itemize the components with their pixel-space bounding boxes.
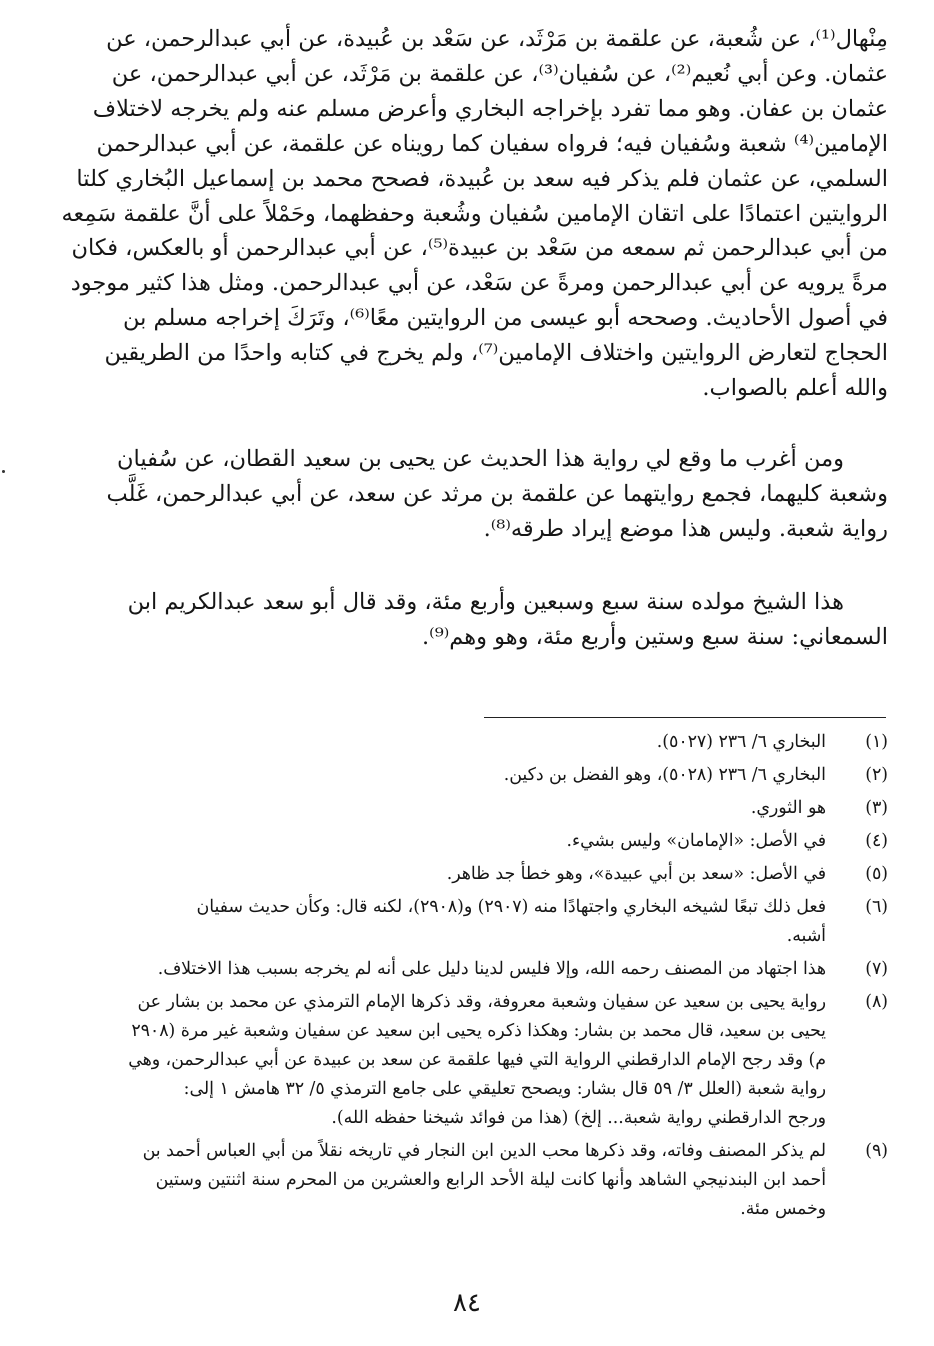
text-line: هذا الشيخ مولده سنة سبع وسبعين وأربع مئة، وقد قال أبو سعد عبدالكريم ابن (127, 588, 844, 615)
text-line: عثمان. وعن أبي نُعيم⁽²⁾، عن سُفيان⁽³⁾، عن علقمة بن مَرْثَد، عن أبي عبدالرحمن، عن (111, 60, 888, 87)
text-line: الحجاج لتعارض الروايتين واختلاف الإمامين⁽⁷⁾، ولم يخرج في كتابه واحدًا من الطريقين (104, 340, 888, 367)
text-line: الروايتين اعتمادًا على اتقان الإمامين سُفيان وشُعبة وحفظهما، وحَمْلاً على أنَّ علقمة سَمِعه (61, 200, 888, 227)
footnote-number: (٩) (865, 1141, 888, 1161)
text-line: عثمان بن عفان. وهو مما تفرد بإخراجه البخاري وأعرض مسلم عنه ولم يخرجه لاختلاف (92, 95, 888, 122)
text-line: مرةً يرويه عن أبي عبدالرحمن ومرةً عن سَعْد، عن أبي عبدالرحمن. ومثل هذا كثير موجود (70, 270, 888, 297)
footnote (42, 860, 888, 889)
paragraph-2 (42, 442, 888, 547)
footnote-line: البخاري ٦/ ٢٣٦ (٥٠٢٨)، وهو الفضل بن دكين. (503, 765, 826, 785)
footnote-number: (٢) (865, 765, 888, 785)
paragraph-3 (42, 585, 888, 655)
footnote-line: في الأصل: «الإمامان» وليس بشيء. (566, 831, 826, 851)
text-line: الإمامين⁽⁴⁾ شعبة وسُفيان فيه؛ فرواه سفيان كما رويناه عن علقمة، عن أبي عبدالرحمن (96, 130, 888, 157)
footnote-line: ورجح الدارقطني رواية شعبة... إلخ) (هذا من فوائد شيخنا حفظه الله). (331, 1108, 826, 1128)
footnote-number: (٤) (865, 831, 888, 851)
text-line: والله أعلم بالصواب. (702, 375, 888, 402)
footnote-number: (٦) (865, 897, 888, 917)
footnote-line: في الأصل: «سعد بن أبي عبيدة»، وهو خطأ جد ظاهر. (446, 864, 826, 884)
footnote-number: (٧) (865, 959, 888, 979)
text-line: وشعبة كليهما، فجمع روايتهما عن علقمة بن مرثد عن سعد، عن أبي عبدالرحمن، غَلَّب (106, 480, 888, 507)
text-line: في أصول الأحاديث. وصححه أبو عيسى من الروايتين معًا⁽⁶⁾، وتَرَكَ إخراجه مسلم بن (122, 305, 888, 332)
footnote (42, 761, 888, 790)
text-line: مِنْهال⁽¹⁾، عن شُعبة، عن علقمة بن مَرْثَد، عن سَعْد بن عُبيدة، عن أبي عبدالرحمن، عن (106, 26, 888, 52)
text-line: رواية شعبة. وليس هذا موضع إيراد طرقه⁽⁸⁾. (483, 515, 888, 542)
footnote-text (42, 827, 826, 856)
footnote-line: أشبه. (786, 926, 826, 946)
footnote-text (42, 794, 826, 823)
text-line: السلمي، عن عثمان فلم يذكر فيه سعد بن عُبيدة، فصحح محمد بن إسماعيل البُخاري كلتا (76, 165, 888, 192)
footnote-line: رواية شعبة (العلل ٣/ ٥٩ قال بشار: ويصحح تعليقي على جامع الترمذي ٥/ ٣٢ هامش ١ إلى: (183, 1079, 826, 1099)
footnote (42, 988, 888, 1133)
footnote (42, 893, 888, 951)
text-line: من أبي عبدالرحمن ثم سمعه من سَعْد بن عبيدة⁽⁵⁾، عن أبي عبدالرحمن أو بالعكس، فكان (71, 235, 888, 262)
text-line: ومن أغرب ما وقع لي رواية هذا الحديث عن يحيى بن سعيد القطان، عن سُفيان (116, 445, 844, 472)
footnote-text (42, 955, 826, 984)
footnote-text (42, 761, 826, 790)
footnote-line: رواية يحيى بن سعيد عن سفيان وشعبة معروفة، وقد ذكرها الإمام الترمذي عن محمد بن بشار عن (137, 992, 826, 1012)
footnote-text (42, 893, 826, 951)
text-line: السمعاني: سنة سبع وستين وأربع مئة، وهو وهم⁽⁹⁾. (422, 623, 888, 650)
footnote-text (42, 1137, 826, 1224)
footnote-divider (484, 717, 886, 718)
footnote-line: البخاري ٦/ ٢٣٦ (٥٠٢٧). (656, 732, 826, 752)
page-number: ٨٤ (453, 1288, 481, 1318)
footnote-line: يحيى بن سعيد، قال محمد بن بشار: وهكذا ذكره يحيى ابن سعيد عن سفيان وشعبة غير مرة (٢٩٠٨ (131, 1021, 826, 1041)
footnote (42, 827, 888, 856)
footnote-line: هو الثوري. (750, 798, 826, 818)
footnotes (42, 728, 888, 1228)
footnote-text (42, 988, 826, 1133)
footnote-number: (١) (865, 732, 888, 752)
footnote-line: م) وقد رجح الإمام الدارقطني الرواية التي فيها علقمة عن سعد بن عبيدة عن أبي عبدالرحمن، وهي (128, 1050, 826, 1070)
footnote-number: (٨) (865, 992, 888, 1012)
footnote-text (42, 728, 826, 757)
footnote-line: لم يذكر المصنف وفاته، وقد ذكرها محب الدين ابن النجار في تاريخه نقلاً من أبي العباس أحمد بن (142, 1141, 826, 1161)
footnote-line: أحمد ابن البندنيجي الشاهد وأنها كانت ليلة الأحد الرابع والعشرين من المحرم سنة اثنتين وستين (155, 1170, 826, 1190)
paragraph-1 (42, 22, 888, 406)
footnote (42, 955, 888, 984)
footnote-line: فعل ذلك تبعًا لشيخه البخاري واجتهادًا منه (٢٩٠٧) و(٢٩٠٨)، لكنه قال: وكأن حديث سفيان (196, 897, 826, 917)
footnote (42, 794, 888, 823)
footnote (42, 728, 888, 757)
footnote-line: وخمس مئة. (740, 1199, 826, 1219)
footnote-line: هذا اجتهاد من المصنف رحمه الله، وإلا فليس لدينا دليل على أنه لم يخرجه بسبب هذا الاختلاف. (157, 959, 826, 979)
main-text (42, 22, 888, 655)
scan-speck (2, 470, 5, 473)
footnote-number: (٣) (865, 798, 888, 818)
footnote-text (42, 860, 826, 889)
footnote (42, 1137, 888, 1224)
footnote-number: (٥) (865, 864, 888, 884)
